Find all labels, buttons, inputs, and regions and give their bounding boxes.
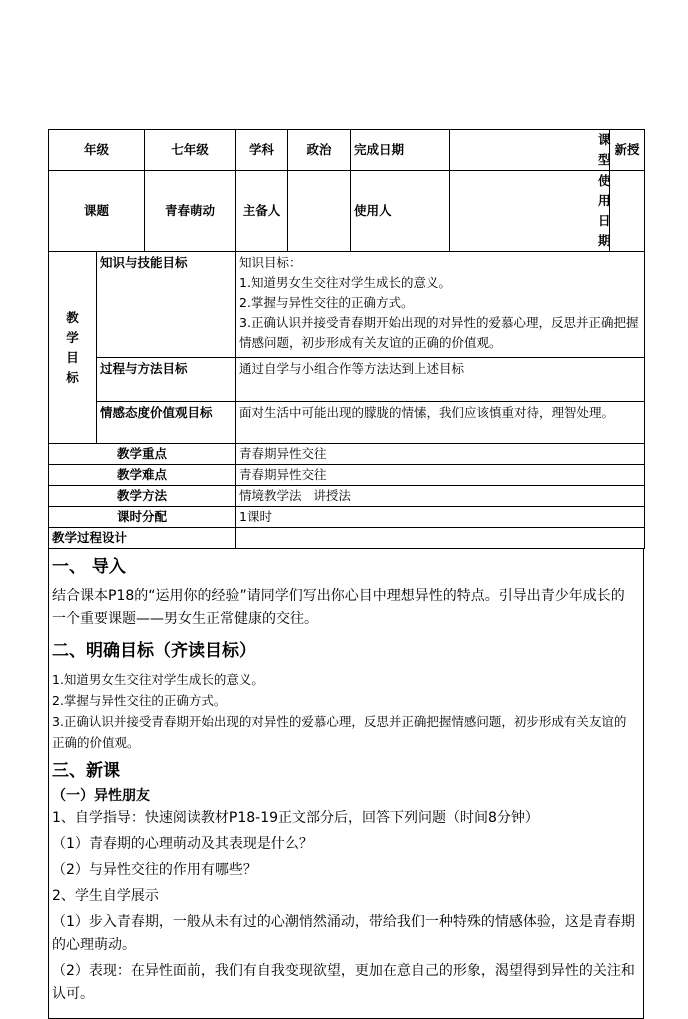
- knowledge-line: 知识目标：: [239, 255, 302, 270]
- table-row: [49, 402, 645, 444]
- table-row: [49, 171, 645, 252]
- design-label: 教学过程设计: [49, 528, 236, 549]
- lesson-plan: [48, 129, 644, 1002]
- author-value: [288, 171, 351, 252]
- date-label: 完成日期: [351, 130, 450, 171]
- method-text: 情境教学法 讲授法: [236, 486, 645, 507]
- design-text: [236, 528, 645, 549]
- lesson-plan-table: [48, 129, 645, 549]
- usedate-value: [610, 171, 645, 252]
- process-label: 过程与方法目标: [97, 358, 236, 402]
- goal-line: 2.掌握与异性交往的正确方式。: [52, 693, 227, 708]
- key-point-text: 青春期异性交往: [236, 444, 645, 465]
- knowledge-text: [236, 252, 645, 358]
- question-2: （2）与异性交往的作用有哪些？: [52, 862, 257, 878]
- knowledge-line: 1.知道男女生交往对学生成长的意义。: [239, 275, 451, 290]
- table-row: [49, 358, 645, 402]
- question-1: （1）青春期的心理萌动及其表现是什么？: [52, 836, 313, 852]
- emotion-text: 面对生活中可能出现的朦胧的情愫，我们应该慎重对待，理智处理。: [236, 402, 645, 444]
- goal-line: 3.正确认识并接受青春期开始出现的对异性的爱慕心理，反思并正确把握情感问题，初步形成有关友谊的正确的价值观。: [52, 714, 627, 750]
- lesson-content: [48, 549, 644, 1019]
- author-label: 主备人: [236, 171, 288, 252]
- section-new-lesson-title: 三、新课: [52, 761, 120, 781]
- emotion-label: 情感态度价值观目标: [97, 402, 236, 444]
- table-row: [49, 507, 645, 528]
- knowledge-line: 2.掌握与异性交往的正确方式。: [239, 295, 414, 310]
- table-row: [49, 486, 645, 507]
- type-label: 课型: [450, 130, 610, 171]
- subject-label: 学科: [236, 130, 288, 171]
- teaching-goals-label: 教学目标: [49, 252, 97, 444]
- topic-value: 青春萌动: [145, 171, 236, 252]
- grade-label: 年级: [49, 130, 145, 171]
- difficult-point-text: 青春期异性交往: [236, 465, 645, 486]
- hours-label: 课时分配: [49, 507, 236, 528]
- hours-text: 1课时: [236, 507, 645, 528]
- table-row: [49, 130, 645, 171]
- knowledge-label: 知识与技能目标: [97, 252, 236, 358]
- process-text: 通过自学与小组合作等方法达到上述目标: [236, 358, 645, 402]
- section-intro-text: 结合课本P18的“运用你的经验”请同学们写出你心目中理想异性的特点。引导出青少年成长的一个重要课题——男女生正常健康的交往。: [52, 588, 625, 627]
- method-label: 教学方法: [49, 486, 236, 507]
- subsection-title: （一）异性朋友: [52, 788, 150, 804]
- difficult-point-label: 教学难点: [49, 465, 236, 486]
- table-row: [49, 528, 645, 549]
- answer-1: （1）步入青春期，一般从未有过的心潮悄然涌动，带给我们一种特殊的情感体验，这是青春期的心理萌动。: [52, 914, 635, 953]
- subject-value: 政治: [288, 130, 351, 171]
- table-row: [49, 444, 645, 465]
- key-point-label: 教学重点: [49, 444, 236, 465]
- grade-value: 七年级: [145, 130, 236, 171]
- self-study-display: 2、学生自学展示: [52, 888, 159, 904]
- section-intro-title: 一、 导入: [52, 557, 126, 577]
- table-row: [49, 465, 645, 486]
- answer-2: （2）表现：在异性面前，我们有自我变现欲望，更加在意自己的形象，渴望得到异性的关注和认可。: [52, 963, 635, 1002]
- table-row: [49, 252, 645, 358]
- type-value: 新授: [610, 130, 645, 171]
- section-goals-title: 二、明确目标（齐读目标）: [52, 641, 256, 661]
- user-label: 使用人: [351, 171, 450, 252]
- goal-line: 1.知道男女生交往对学生成长的意义。: [52, 672, 264, 687]
- usedate-label: 使用日期: [450, 171, 610, 252]
- self-study-guide: 1、自学指导：快速阅读教材P18-19正文部分后，回答下列问题（时间8分钟）: [52, 810, 539, 826]
- knowledge-line: 3.正确认识并接受青春期开始出现的对异性的爱慕心理，反思并正确把握情感问题，初步形成有关友谊的正确的价值观。: [239, 315, 639, 350]
- topic-label: 课题: [49, 171, 145, 252]
